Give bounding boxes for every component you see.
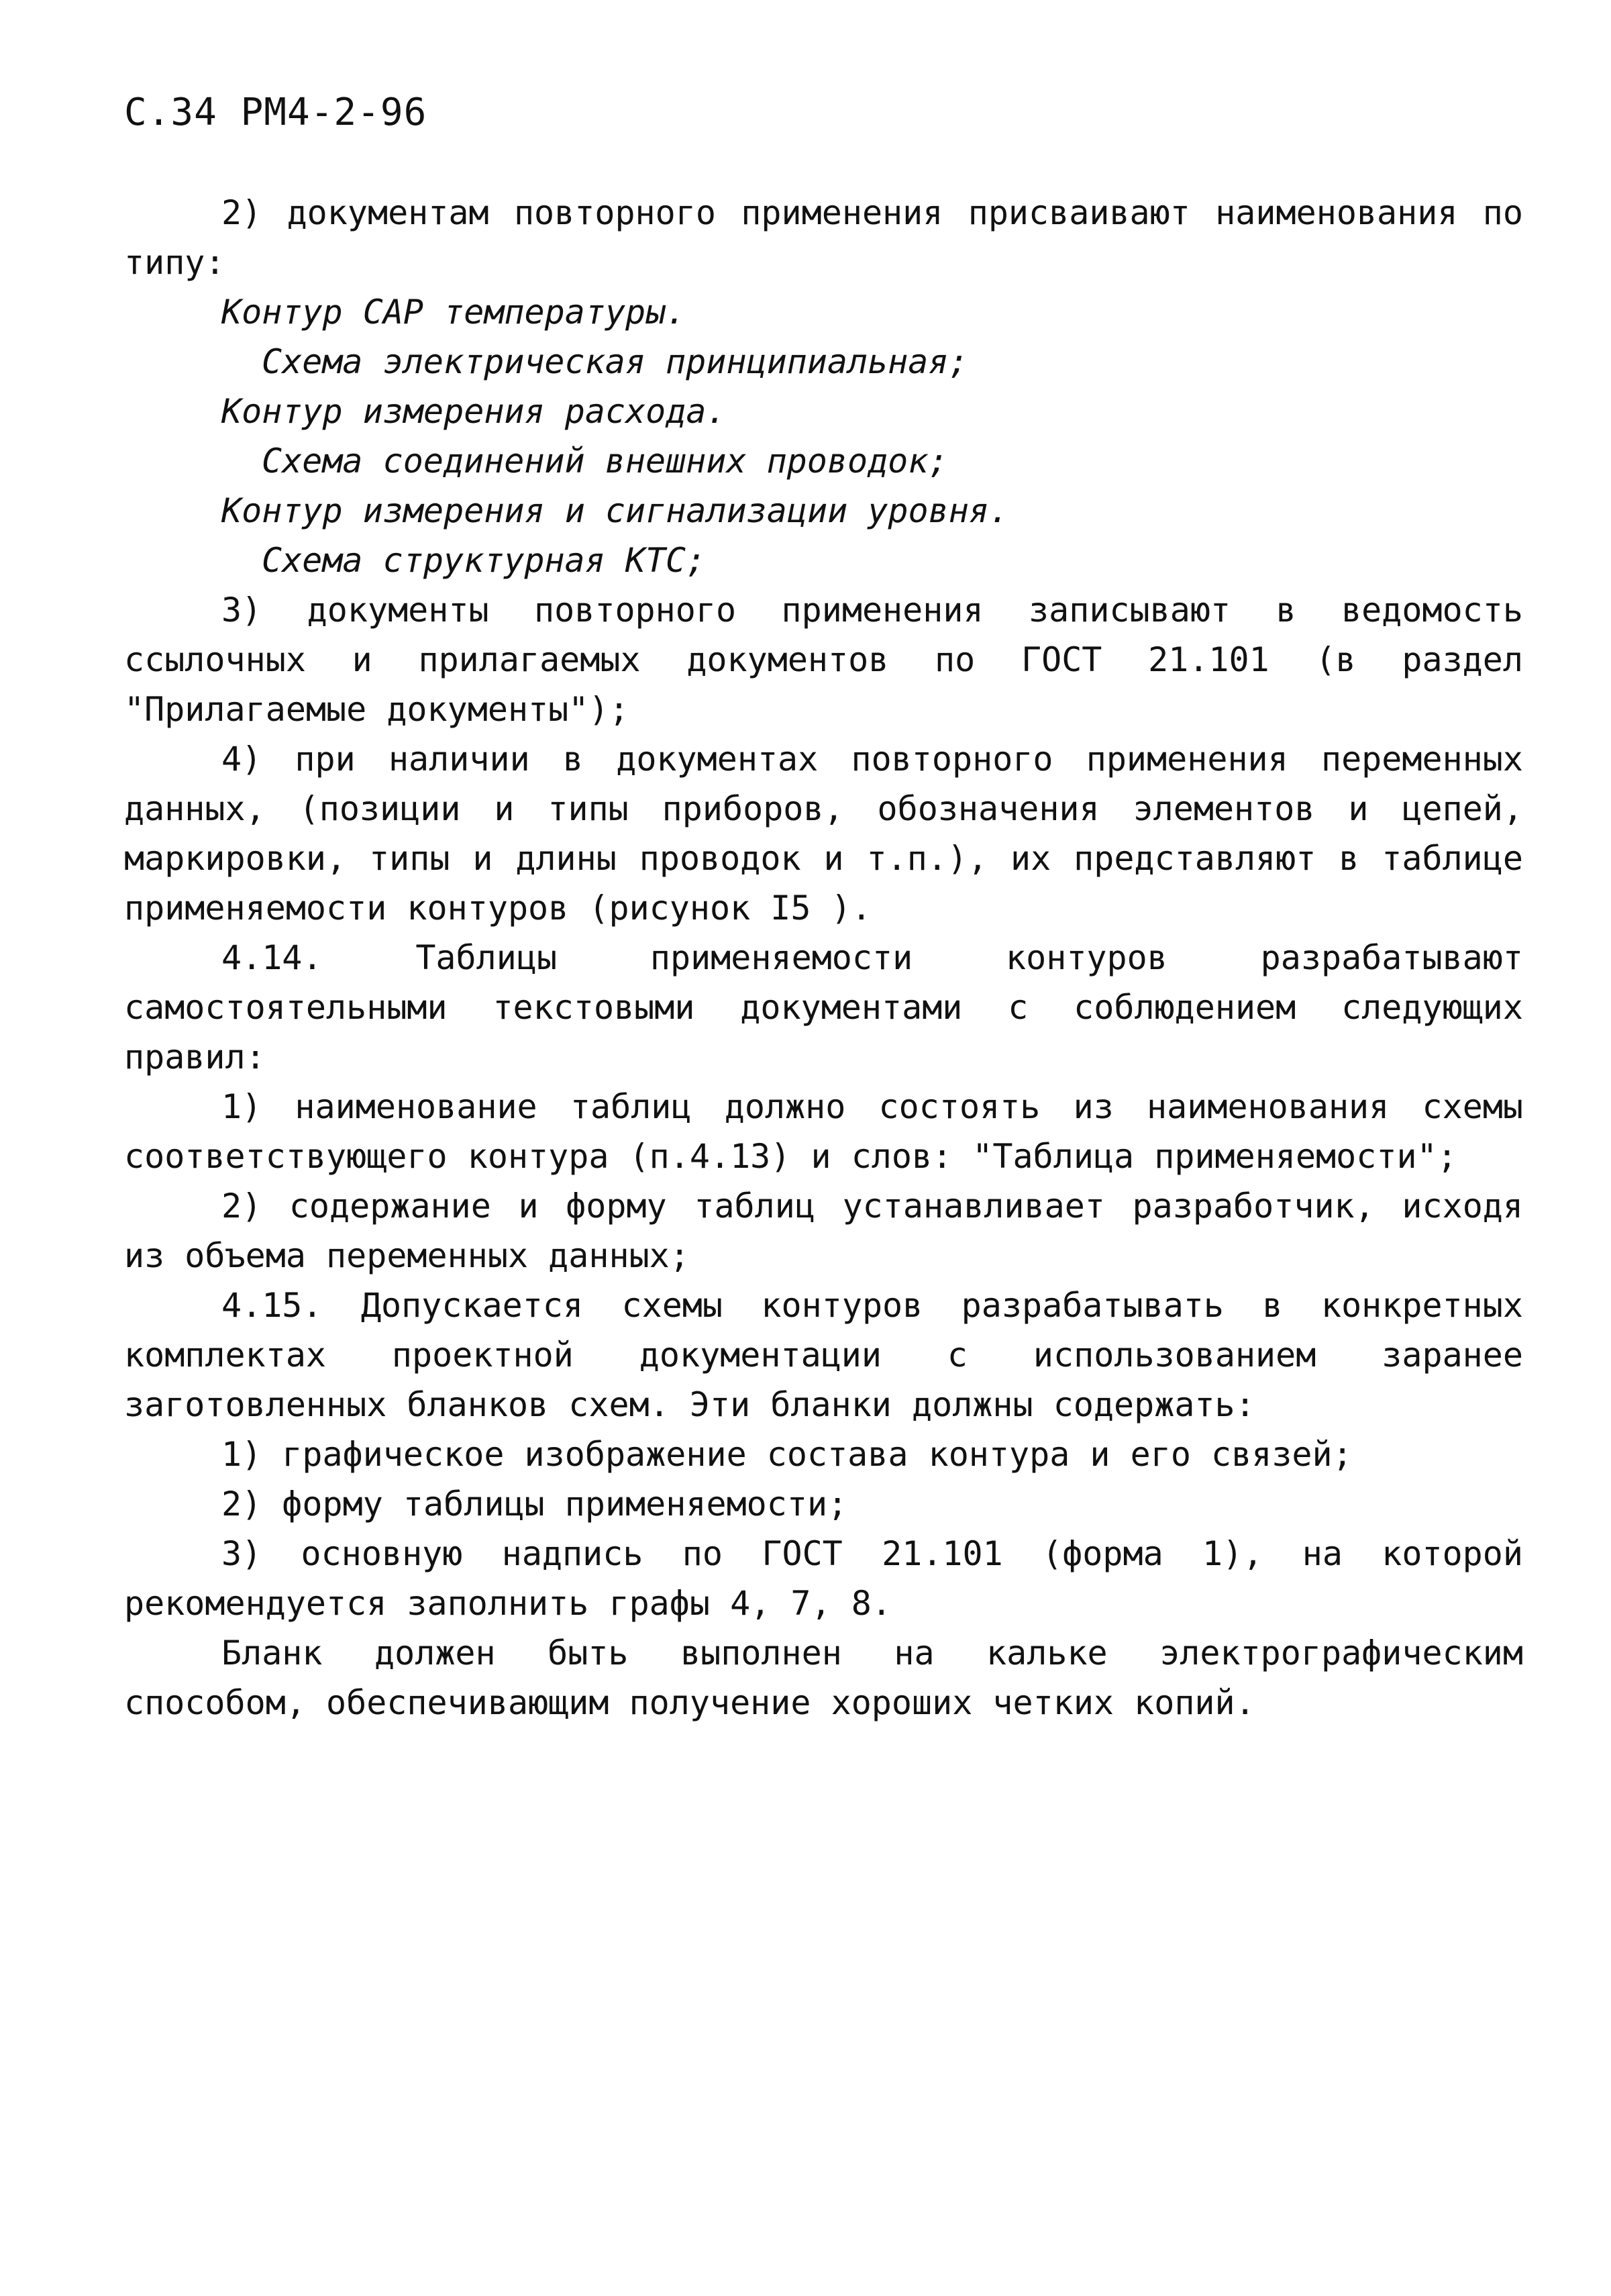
example-contour-level: Контур измерения и сигнализации уровня. [221, 491, 1009, 530]
document-body [124, 188, 1523, 1728]
section-4-15: 4.15. Допускается схемы контуров разрабатывать в конкретных комплектах проектной документации с использованием заранее заготовленных бланков схем. Эти бланки должны содержать: [124, 1286, 1523, 1424]
example-scheme-connections: Схема соединений внешних проводок; [262, 442, 949, 481]
blank-item-3: 3) основную надпись по ГОСТ 21.101 (форма 1), на которой рекомендуется заполнить графы 4, 7, 8. [124, 1534, 1523, 1623]
example-scheme-principal: Схема электрическая принципиальная; [262, 342, 969, 381]
item-2-naming: 2) документам повторного применения присваивают наименования по типу: [124, 193, 1523, 282]
blank-item-1: 1) графическое изображение состава контура и его связей; [221, 1435, 1353, 1474]
rule-2-table-content: 2) содержание и форму таблиц устанавливает разработчик, исходя из объема переменных данных; [124, 1187, 1523, 1275]
example-contour-sar: Контур САР температуры. [221, 293, 686, 332]
section-4-14: 4.14. Таблицы применяемости контуров разрабатывают самостоятельными текстовыми документами с соблюдением следующих правил: [124, 938, 1523, 1077]
example-scheme-structural: Схема структурная КТС; [262, 541, 707, 580]
blank-item-2: 2) форму таблицы применяемости; [221, 1485, 848, 1524]
closing-paragraph: Бланк должен быть выполнен на кальке электрографическим способом, обеспечивающим получение хороших четких копий. [124, 1634, 1523, 1722]
page-header: С.34 РМ4-2-96 [124, 91, 427, 134]
example-contour-flow: Контур измерения расхода. [221, 392, 727, 431]
item-3-record: 3) документы повторного применения записывают в ведомость ссылочных и прилагаемых документов по ГОСТ 21.101 (в раздел "Прилагаемые документы"); [124, 591, 1523, 729]
rule-1-table-name: 1) наименование таблиц должно состоять из наименования схемы соответствующего контура (п.4.13) и слов: "Таблица применяемости"; [124, 1087, 1523, 1176]
item-4-variable-data: 4) при наличии в документах повторного применения переменных данных, (позиции и типы приборов, обозначения элементов и цепей, маркировки, типы и длины проводок и т.п.), их представляют в таблице применяемости контуров (рисунок I5 ). [124, 740, 1523, 928]
